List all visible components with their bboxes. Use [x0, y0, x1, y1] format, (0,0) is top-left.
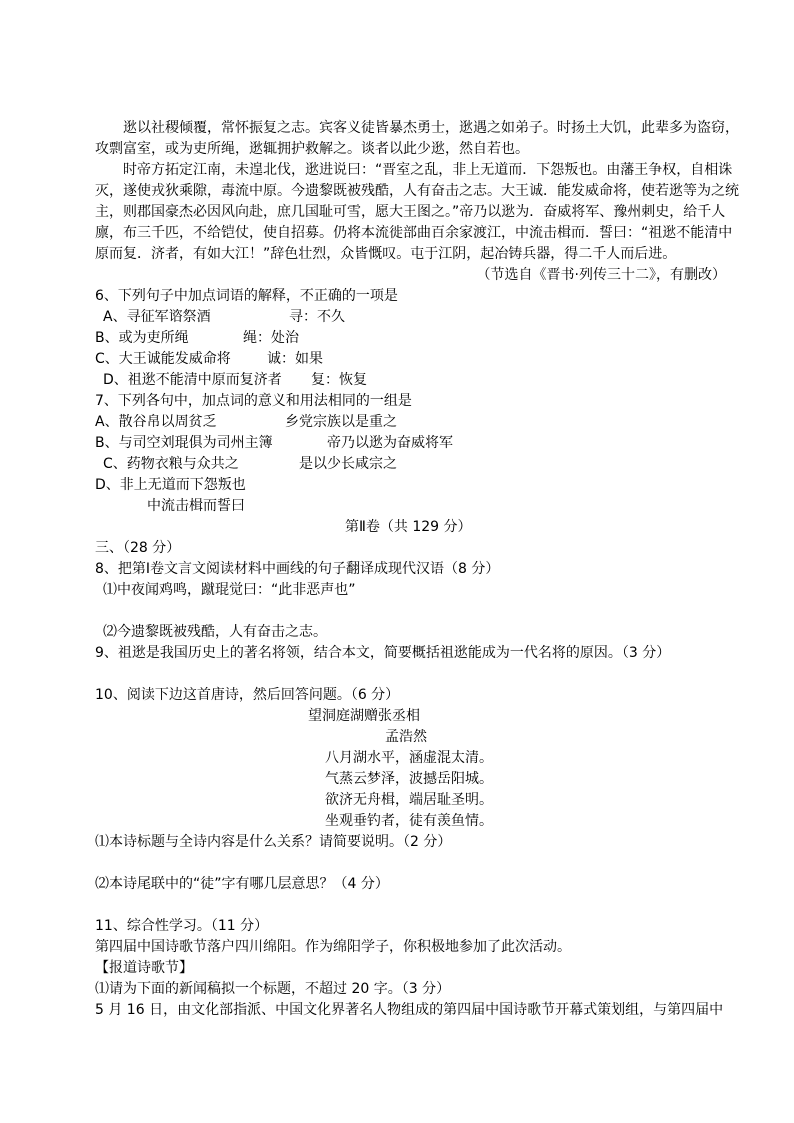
option-gloss: 寻：不久: [289, 309, 345, 325]
option-text: B、或为吏所绳: [95, 330, 189, 346]
q11-section-heading: 【报道诗歌节】: [95, 960, 193, 976]
question-6-stem: 6、下列句子中加点词语的解释，不正确的一项是: [95, 288, 398, 304]
q7-option-d: D、非上无道而下怨叛也: [95, 477, 246, 493]
poem: [95, 706, 726, 832]
poem-line: 八月湖水平，涵虚混太清。: [325, 750, 493, 766]
option-gloss: 绳：处治: [243, 330, 299, 346]
answer-space: [95, 664, 726, 685]
question-7-stem: 7、下列各句中，加点词的意义和用法相同的一组是: [95, 393, 412, 409]
q10-sub-2: ⑵本诗尾联中的“徒”字有哪几层意思？（4 分）: [95, 876, 389, 892]
q10-sub-1: ⑴本诗标题与全诗内容是什么关系？请简要说明。（2 分）: [95, 834, 452, 850]
poem-title: 望洞庭湖赠张丞相: [308, 708, 420, 724]
q6-option-d: [95, 370, 726, 391]
option-text: A、散谷帛以周贫乏: [95, 414, 217, 430]
passage-paragraph-2: [95, 160, 739, 265]
q6-option-b: [95, 328, 726, 349]
q11-news-text: 5 月 16 日，由文化部指派、中国文化界著名人物组成的第四届中国诗歌节开幕式策划组，与第四届中: [95, 1002, 724, 1018]
answer-space: [95, 601, 726, 622]
passage-line: 原而复．济者，有如大江！”辞色壮烈，众皆慨叹。屯于江阴，起冶铸兵器，得二千人而后进。: [95, 246, 677, 262]
passage-line: 主，则郡国豪杰必因风向赴，庶几国耻可雪，愿大王图之。”帝乃以逖为．奋威将军、豫州刺史，给千人: [95, 204, 726, 220]
answer-space: [95, 853, 726, 874]
q6-option-c: [95, 349, 726, 370]
passage-line: 逖以社稷倾覆，常怀振复之志。宾客义徒皆暴杰勇士，逖遇之如弟子。时扬土大饥，此辈多为盗窃，: [123, 120, 739, 136]
poem-line: 气蒸云梦泽，波撼岳阳城。: [325, 771, 493, 787]
section-2-title: 第Ⅱ卷（共 129 分）: [345, 519, 472, 535]
option-text: C、药物衣粮与众共之: [103, 456, 239, 472]
option-text: C、大王诚能发威命将: [95, 351, 231, 367]
q11-sub-1: ⑴请为下面的新闻稿拟一个标题，不超过 20 字。（3 分）: [95, 981, 451, 997]
q6-option-a: [95, 307, 726, 328]
exam-page: [95, 118, 739, 1021]
q8-sub-1: ⑴中夜闻鸡鸣，蹴琨觉曰：“此非恶声也”: [103, 582, 356, 598]
part-3-heading: 三、（28 分）: [95, 540, 181, 556]
q7-option-d-pair: 中流击楫而誓曰: [147, 498, 245, 514]
option-pair: 是以少长咸宗之: [299, 456, 397, 472]
passage-line: 攻剽富室，或为吏所绳，逖辄拥护救解之。谈者以此少逖，然自若也。: [95, 141, 529, 157]
option-pair: 帝乃以逖为奋威将军: [327, 435, 453, 451]
q7-option-c: [95, 454, 726, 475]
q11-intro: 第四届中国诗歌节落户四川绵阳。作为绵阳学子，你积极地参加了此次活动。: [95, 939, 571, 955]
option-text: A、寻征军谘祭酒: [103, 309, 211, 325]
q7-option-b: [95, 433, 726, 454]
option-text: D、祖逖不能清中原而复济者: [103, 372, 282, 388]
passage-source: （节选自《晋书·列传三十二》，有删改）: [476, 267, 726, 283]
poem-line: 欲济无舟楫，端居耻圣明。: [325, 792, 493, 808]
q8-sub-2: ⑵今遗黎既被残酷，人有奋击之志。: [103, 624, 327, 640]
option-pair: 乡党宗族以是重之: [285, 414, 397, 430]
passage-line: 时帝方拓定江南，未遑北伐，逖进说曰：“晋室之乱，非上无道而．下怨叛也。由藩王争权，自相诛: [123, 162, 733, 178]
option-gloss: 复：恢复: [311, 372, 367, 388]
passage-paragraph-1: [95, 118, 739, 160]
question-8-stem: 8、把第Ⅰ卷文言文阅读材料中画线的句子翻译成现代汉语（8 分）: [95, 561, 500, 577]
option-gloss: 诚：如果: [267, 351, 323, 367]
passage-line: 廪，布三千匹，不给铠仗，使自招募。仍将本流徙部曲百余家渡江，中流击楫而．誓曰：“祖逖不能清中: [95, 225, 733, 241]
answer-space: [95, 895, 726, 916]
poem-author: 孟浩然: [385, 729, 427, 745]
poem-line: 坐观垂钓者，徒有羡鱼情。: [325, 813, 493, 829]
question-11-stem: 11、综合性学习。（11 分）: [95, 918, 269, 934]
passage-line: 灭，遂使戎狄乘隙，毒流中原。今遗黎既被残酷，人有奋击之志。大王诚．能发威命将，使若逖等为之统: [95, 183, 739, 199]
question-9-stem: 9、祖逖是我国历史上的著名将领，结合本文，简要概括祖逖能成为一代名将的原因。（3 分）: [95, 645, 671, 661]
q7-option-a: [95, 412, 726, 433]
question-10-stem: 10、阅读下边这首唐诗，然后回答问题。（6 分）: [95, 687, 400, 703]
option-text: B、与司空刘琨俱为司州主簿: [95, 435, 273, 451]
